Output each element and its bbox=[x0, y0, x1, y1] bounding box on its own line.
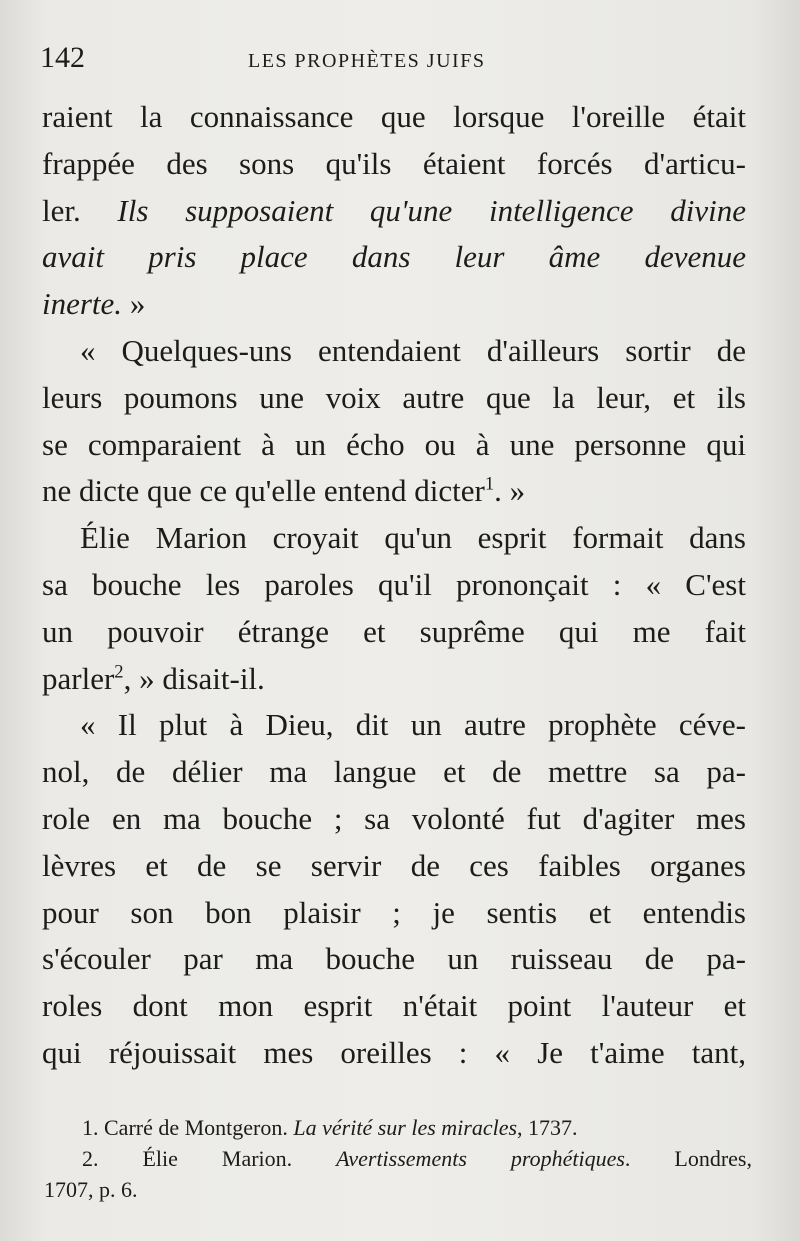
line-text: roles dont mon esprit n'était point l'auteur et bbox=[42, 988, 746, 1024]
text-line bbox=[42, 515, 746, 562]
text-line bbox=[42, 702, 746, 749]
body-text bbox=[42, 94, 746, 1077]
text-line bbox=[42, 422, 746, 469]
footnote-2-continued bbox=[44, 1174, 752, 1205]
text-line bbox=[42, 94, 746, 141]
line-text: sa bouche les paroles qu'il prononçait : « C'est bbox=[42, 566, 746, 602]
line-text: raient la connaissance que lorsque l'oreille était bbox=[42, 99, 746, 134]
footnote-text: 1. Carré de Montgeron. bbox=[82, 1115, 294, 1140]
line-text: ne dicte que ce qu'elle entend dicter bbox=[42, 473, 485, 509]
line-text: « Quelques-uns entendaient d'ailleurs sortir de bbox=[80, 332, 746, 368]
text-line bbox=[42, 141, 746, 188]
line-text: Élie Marion croyait qu'un esprit formait dans bbox=[80, 520, 746, 556]
line-text: pour son bon plaisir ; je sentis et entendis bbox=[42, 894, 746, 930]
page-number: 142 bbox=[40, 41, 85, 74]
line-text: un pouvoir étrange et suprême qui me fait bbox=[42, 613, 746, 649]
line-text: ler. bbox=[42, 192, 118, 228]
footnotes bbox=[44, 1112, 752, 1205]
line-text: qui réjouissait mes oreilles : « Je t'aime tant, bbox=[42, 1034, 746, 1070]
footnote-marker: 2 bbox=[114, 661, 124, 683]
footnote-text: , 1737. bbox=[517, 1115, 578, 1140]
text-line bbox=[42, 796, 746, 843]
page-header bbox=[40, 38, 745, 78]
line-text: , » disait-il. bbox=[123, 660, 265, 696]
footnote-text: 2. Élie Marion. bbox=[82, 1146, 337, 1171]
text-line bbox=[42, 656, 746, 703]
running-title: LES PROPHÈTES JUIFS bbox=[248, 50, 486, 72]
line-text: leurs poumons une voix autre que la leur, et ils bbox=[42, 379, 746, 415]
line-text: role en ma bouche ; sa volonté fut d'agiter mes bbox=[42, 800, 746, 836]
line-italic-text: Ils supposaient qu'une intelligence divine bbox=[117, 192, 746, 228]
footnote-1 bbox=[44, 1112, 752, 1143]
text-line bbox=[42, 234, 746, 281]
footnote-title: Avertissements prophétiques bbox=[336, 1146, 625, 1171]
text-line bbox=[42, 375, 746, 422]
line-italic-text: inerte. bbox=[42, 286, 123, 322]
footnote-marker: 1 bbox=[484, 474, 495, 496]
line-text: . » bbox=[494, 473, 526, 509]
footnote-2 bbox=[44, 1143, 752, 1174]
text-line bbox=[42, 843, 746, 890]
line-text: se comparaient à un écho ou à une personne qui bbox=[42, 426, 746, 462]
line-text: s'écouler par ma bouche un ruisseau de pa- bbox=[42, 941, 746, 977]
line-text: parler bbox=[42, 660, 115, 696]
line-text: » bbox=[122, 286, 146, 322]
text-line bbox=[42, 936, 746, 983]
text-line bbox=[42, 749, 746, 796]
text-line bbox=[42, 468, 746, 515]
text-line bbox=[42, 890, 746, 937]
footnote-text: 1707, p. 6. bbox=[44, 1177, 138, 1202]
line-text: « Il plut à Dieu, dit un autre prophète céve- bbox=[80, 707, 746, 743]
line-text: lèvres et de se servir de ces faibles organes bbox=[42, 847, 746, 883]
footnote-title: La vérité sur les miracles bbox=[293, 1115, 518, 1140]
text-line bbox=[42, 562, 746, 609]
line-text: frappée des sons qu'ils étaient forcés d'articu- bbox=[42, 145, 746, 181]
footnote-text: . Londres, bbox=[624, 1146, 752, 1171]
text-line bbox=[42, 983, 746, 1030]
line-italic-text: avait pris place dans leur âme devenue bbox=[42, 239, 746, 275]
text-line bbox=[42, 1030, 746, 1077]
line-text: nol, de délier ma langue et de mettre sa pa- bbox=[42, 754, 746, 790]
text-line bbox=[42, 188, 746, 235]
text-line bbox=[42, 328, 746, 375]
text-line bbox=[42, 281, 746, 328]
text-line bbox=[42, 609, 746, 656]
